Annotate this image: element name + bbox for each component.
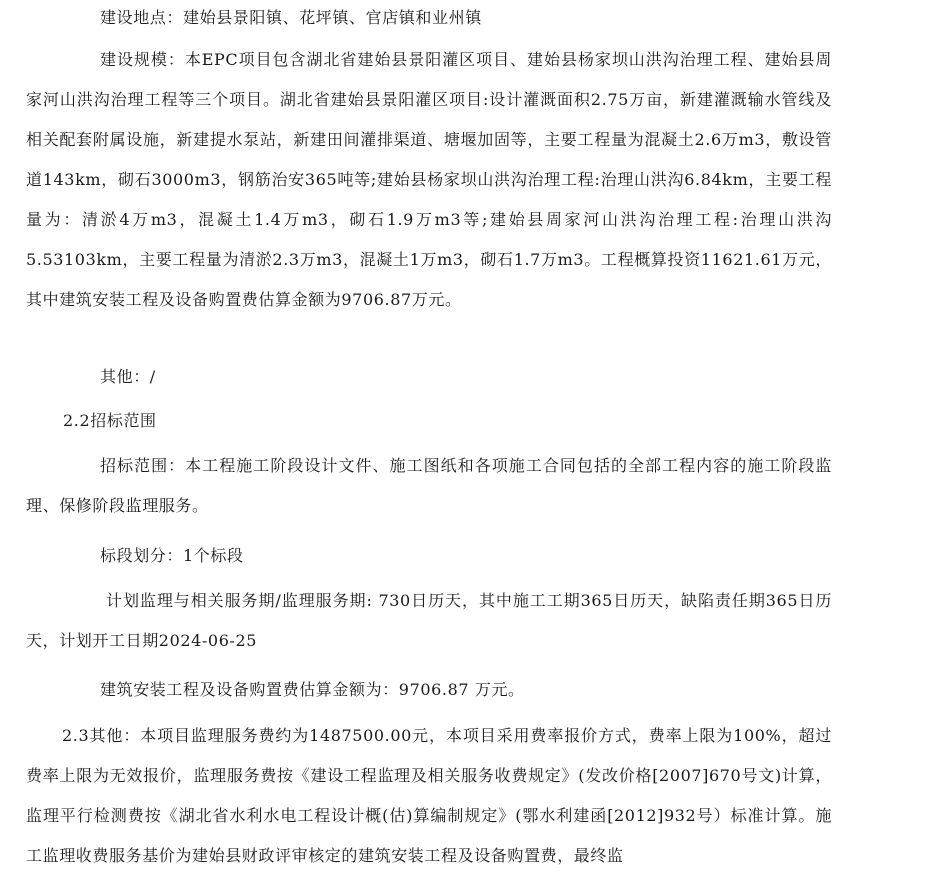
lot-division-paragraph: 标段划分：1个标段	[100, 546, 244, 565]
section-2-2-heading: 2.2招标范围	[63, 411, 157, 430]
other-paragraph: 其他：/	[100, 367, 156, 386]
service-period-paragraph: 计划监理与相关服务期/监理服务期: 730日历天，其中施工工期365日历天，缺陷责任期365日历天，计划开工日期2024-06-25	[26, 591, 832, 650]
estimated-amount-paragraph: 建筑安装工程及设备购置费估算金额为：9706.87 万元。	[100, 680, 525, 699]
bid-range-paragraph: 招标范围：本工程施工阶段设计文件、施工图纸和各项施工合同包括的全部工程内容的施工阶段监理、保修阶段监理服务。	[26, 456, 832, 515]
section-2-3-paragraph: 2.3其他：本项目监理服务费约为1487500.00元，本项目采用费率报价方式，费率上限为100%，超过费率上限为无效报价，监理服务费按《建设工程监理及相关服务收费规定》(发改价格[2007]670号文)计算，监理平行检测费按《湖北省水利水电工程设计概(估)算编制规定》(鄂水利建函[2012]932号）标准计算。施工监理收费服务基价为建始县财政评审核定的建筑安装工程及设备购置费，最终监	[26, 726, 832, 865]
construction-location-paragraph: 建设地点：建始县景阳镇、花坪镇、官店镇和业州镇	[100, 8, 482, 27]
construction-scale-paragraph: 建设规模：本EPC项目包含湖北省建始县景阳灌区项目、建始县杨家坝山洪沟治理工程、建始县周家河山洪沟治理工程等三个项目。湖北省建始县景阳灌区项目:设计灌溉面积2.75万亩，新建灌溉输水管线及相关配套附属设施，新建提水泵站，新建田间灌排渠道、塘堰加固等，主要工程量为混凝土2.6万m3，敷设管道143km，砌石3000m3，钢筋治安365吨等;建始县杨家坝山洪沟治理工程:治理山洪沟6.84km，主要工程量为：清淤4万m3，混凝土1.4万m3，砌石1.9万m3等;建始县周家河山洪沟治理工程:治理山洪沟5.53103km，主要工程量为清淤2.3万m3，混凝土1万m3，砌石1.7万m3。工程概算投资11621.61万元，其中建筑安装工程及设备购置费估算金额为9706.87万元。	[26, 50, 832, 309]
